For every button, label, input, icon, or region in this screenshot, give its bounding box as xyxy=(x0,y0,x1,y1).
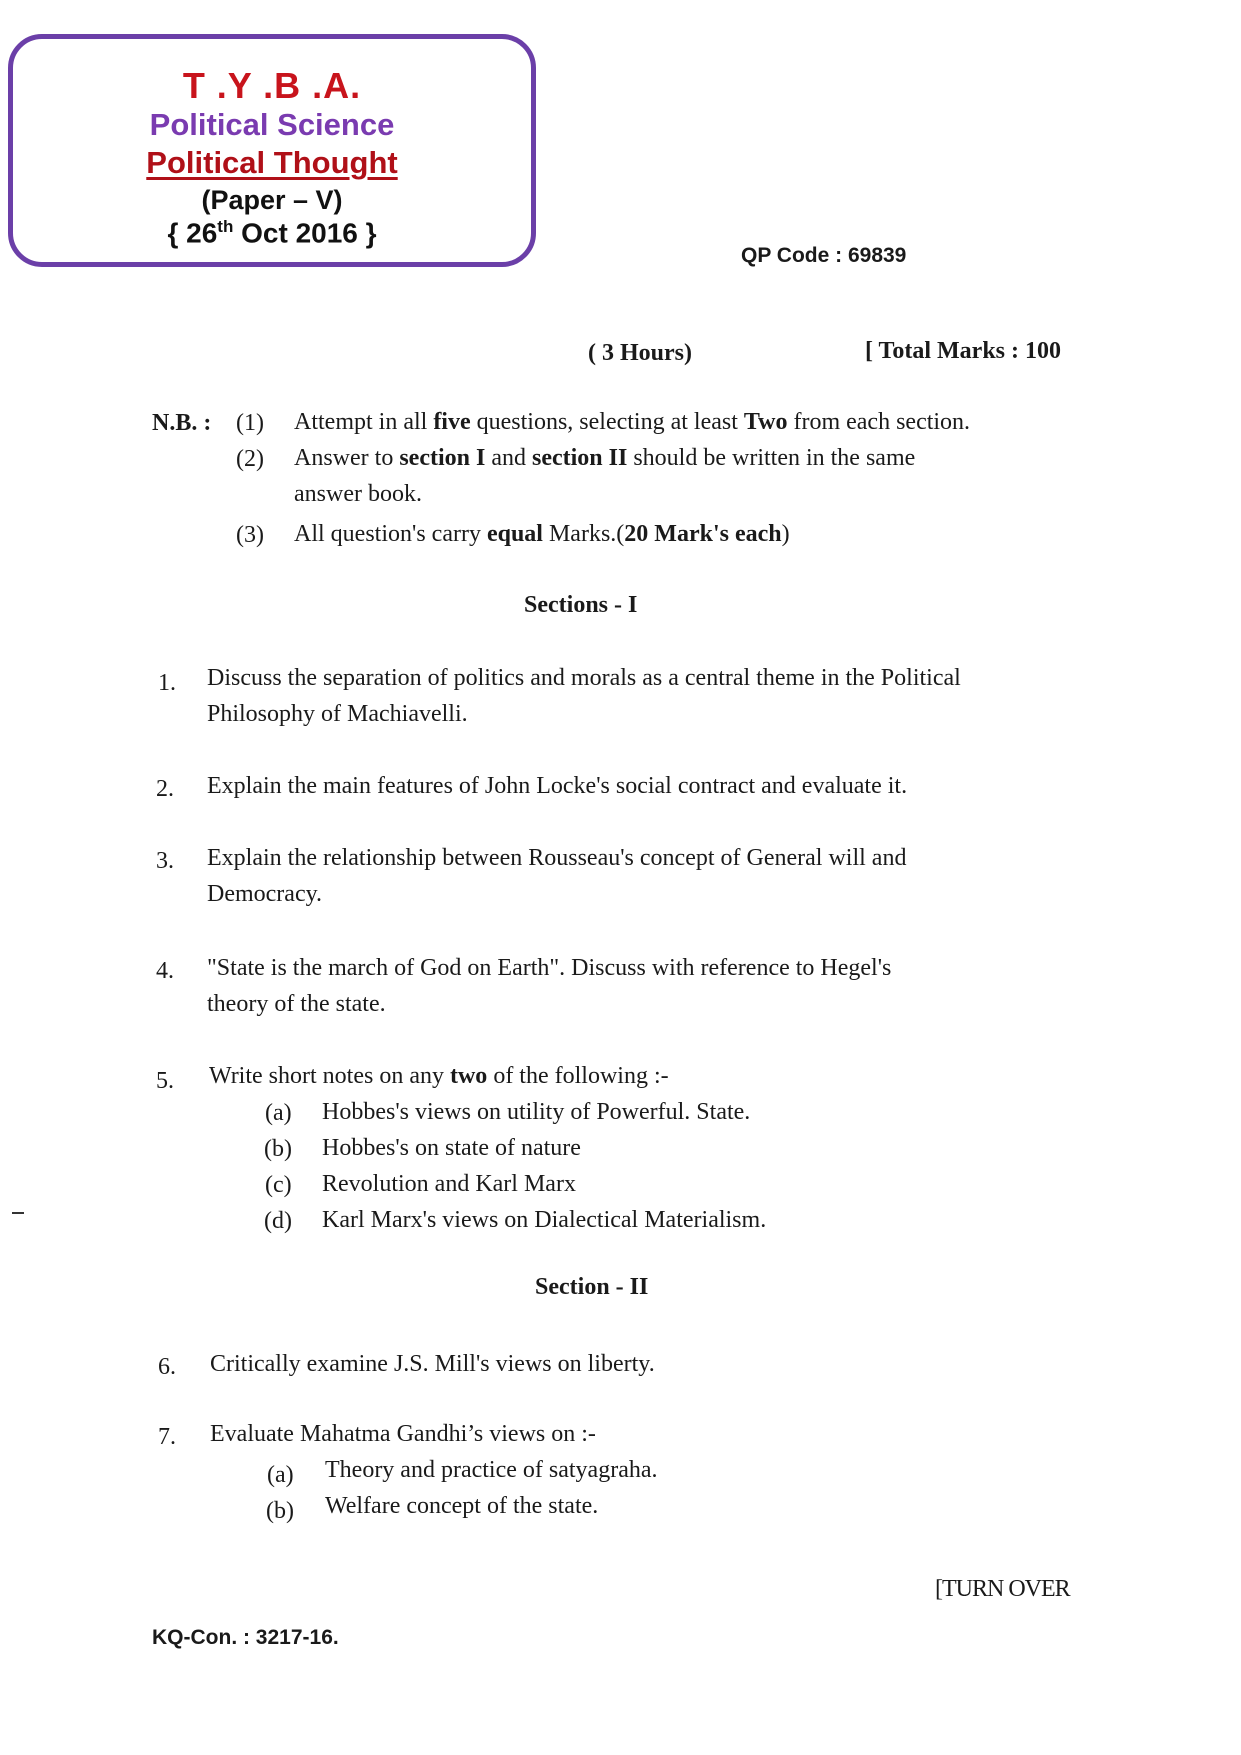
note-number: (2) xyxy=(236,446,264,472)
question-text: theory of the state. xyxy=(207,991,386,1017)
total-marks: [ Total Marks : 100 xyxy=(865,338,1062,364)
question-text: Evaluate Mahatma Gandhi’s views on :- xyxy=(210,1421,596,1447)
exam-duration: ( 3 Hours) xyxy=(588,340,692,366)
option-text: Hobbes's views on utility of Powerful. State. xyxy=(322,1099,751,1125)
question-number: 3. xyxy=(156,848,174,874)
question-text: Critically examine J.S. Mill's views on liberty. xyxy=(210,1351,655,1377)
paper-title: Political Thought xyxy=(146,145,398,180)
question-text: Democracy. xyxy=(207,881,323,907)
note-text: Attempt in all five questions, selecting at least Two from each section. xyxy=(294,409,971,435)
question-text: Explain the relationship between Rousseau's concept of General will and xyxy=(207,845,907,871)
option-text: Revolution and Karl Marx xyxy=(322,1171,576,1197)
question-number: 7. xyxy=(158,1424,176,1450)
paper-header-box xyxy=(8,34,536,267)
question-number: 5. xyxy=(156,1068,174,1094)
note-number: (1) xyxy=(236,410,264,436)
option-text: Welfare concept of the state. xyxy=(325,1493,599,1519)
option-text: Karl Marx's views on Dialectical Materialism. xyxy=(322,1207,767,1233)
option-label: (c) xyxy=(265,1172,292,1198)
question-number: 2. xyxy=(156,776,174,802)
option-label: (a) xyxy=(265,1100,292,1126)
option-label: (d) xyxy=(264,1208,292,1234)
note-text: Answer to section I and section II should be written in the same xyxy=(294,445,916,471)
section-heading: Section - II xyxy=(535,1274,649,1300)
question-number: 4. xyxy=(156,958,174,984)
option-label: (b) xyxy=(266,1498,294,1524)
option-text: Hobbes's on state of nature xyxy=(322,1135,581,1161)
paper-number: (Paper – V) xyxy=(201,185,343,215)
course-title: T .Y .B .A. xyxy=(182,65,362,106)
notes-label: N.B. : xyxy=(152,410,212,436)
question-text: "State is the march of God on Earth". Discuss with reference to Hegel's xyxy=(207,955,892,981)
subject-title: Political Science xyxy=(149,107,395,142)
exam-date-suffix: Oct 2016 } xyxy=(233,217,377,249)
note-number: (3) xyxy=(236,522,264,548)
note-text-continued: answer book. xyxy=(294,481,422,507)
margin-mark xyxy=(12,1212,24,1214)
question-number: 6. xyxy=(158,1354,176,1380)
question-text: Write short notes on any two of the following :- xyxy=(209,1063,669,1089)
exam-date-ordinal: th xyxy=(217,217,234,236)
question-text: Philosophy of Machiavelli. xyxy=(207,701,468,727)
exam-date-prefix: { 26 xyxy=(167,217,218,249)
question-text: Discuss the separation of politics and morals as a central theme in the Political xyxy=(207,665,961,691)
option-text: Theory and practice of satyagraha. xyxy=(325,1457,658,1483)
qp-code: QP Code : 69839 xyxy=(741,244,907,267)
question-number: 1. xyxy=(158,670,176,696)
section-heading: Sections - I xyxy=(524,592,638,618)
exam-date xyxy=(13,217,531,249)
option-label: (b) xyxy=(264,1136,292,1162)
note-text: All question's carry equal Marks.(20 Mark's each) xyxy=(294,521,790,547)
footer-code: KQ-Con. : 3217-16. xyxy=(152,1626,339,1649)
option-label: (a) xyxy=(267,1462,294,1488)
question-text: Explain the main features of John Locke's social contract and evaluate it. xyxy=(207,773,908,799)
turn-over-note: [TURN OVER xyxy=(935,1576,1070,1602)
